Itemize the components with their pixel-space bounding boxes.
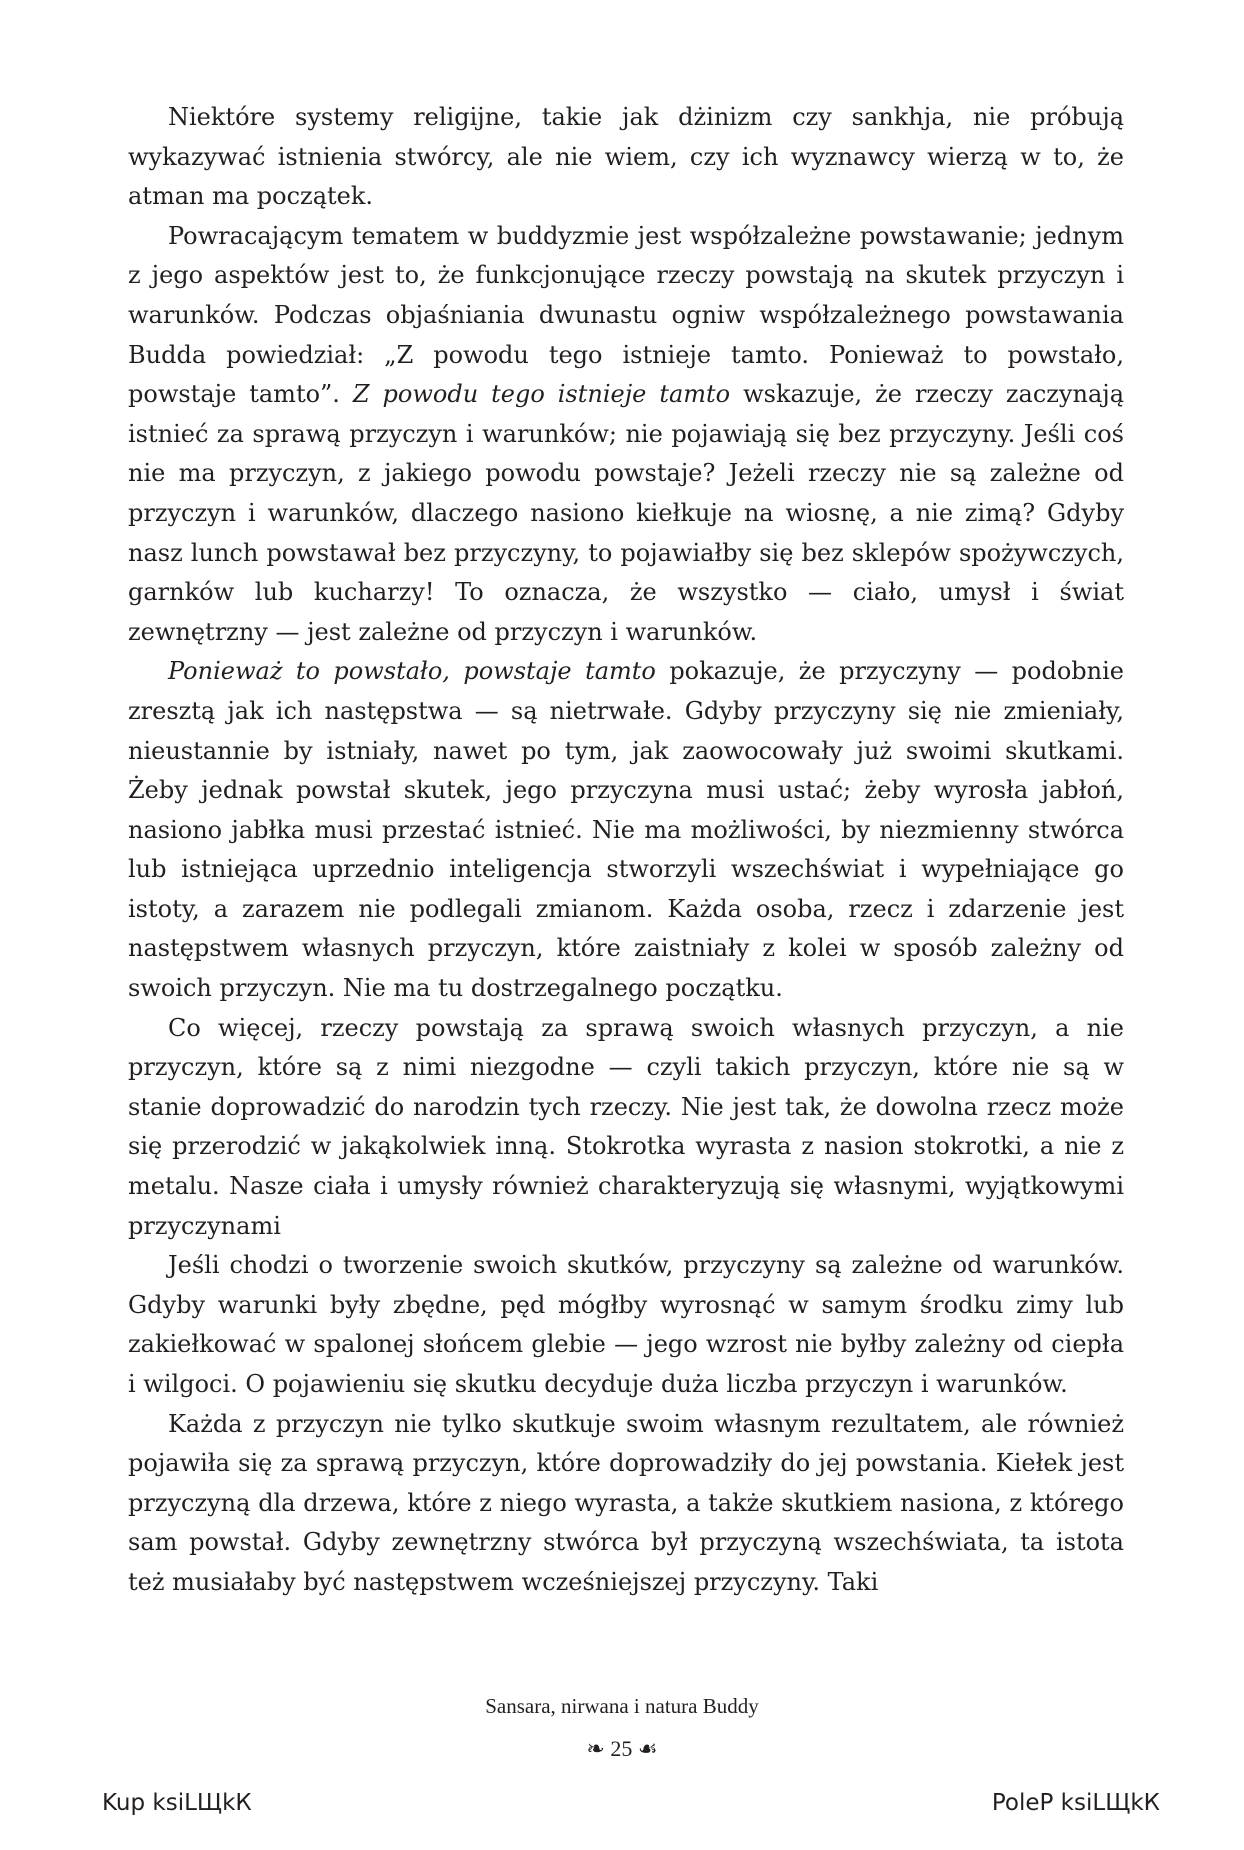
text-run: Powracającym tematem w buddyzmie jest współzależne powstawanie; jednym z jego aspektów jest to, że funkcjonujące rzeczy powstają na skutek przyczyn i warunków. Podczas objaśniania dwunastu ogniw współzależnego powstawania Budda powiedział: „Z powodu tego istnieje tamto. Ponieważ to powstało, powstaje tamto”. [128,221,1124,409]
body-paragraph [128,652,1124,1008]
text-run: Niektóre systemy religijne, takie jak dżinizm czy sankhja, nie próbują wykazywać istnienia stwórcy, ale nie wiem, czy ich wyznawcy wierzą w to, że atman ma początek. [128,103,1124,211]
page-number: 25 [610,1736,633,1761]
text-run: wskazuje, że rzeczy zaczynają istnieć za sprawą przyczyn i warunków; nie pojawiają się bez przyczyny. Jeśli coś nie ma przyczyn, z jakiego powodu powstaje? Jeżeli rzeczy nie są zależne od przyczyn i warunków, dlaczego nasiono kiełkuje na wiosnę, a nie zimą? Gdyby nasz lunch powstawał bez przyczyny, to pojawiałby się bez sklepów spożywczych, garnków lub kucharzy! To oznacza, że wszystko — ciało, umysł i świat zewnętrzny — jest zależne od przyczyn i warunków. [128,380,1124,646]
recommend-book-link[interactable]: PoleР ksiLЩkК [991,1790,1160,1816]
page-body-text [128,98,1124,1603]
body-paragraph [128,1009,1124,1247]
text-run: Co więcej, rzeczy powstają za sprawą swoich własnych przyczyn, a nie przyczyn, które są z nimi niezgodne — czyli takich przyczyn, które nie są w stanie doprowadzić do narodzin tych rzeczy. Nie jest tak, że dowolna rzecz może się przerodzić w jakąkolwiek inną. Stokrotka wyrasta z nasion stokrotki, a nie z metalu. Nasze ciała i umysły również charakteryzują się własnymi, wyjątkowymi przyczynami [128,1013,1124,1240]
buy-book-link[interactable]: Kup ksiLЩkК [102,1790,252,1816]
italic-phrase: Ponieważ to powstało, powstaje tamto [168,657,656,686]
body-paragraph [128,217,1124,653]
page-number-row [0,1736,1244,1762]
body-paragraph [128,98,1124,217]
running-footer-title: Sansara, nirwana i natura Buddy [485,1694,759,1718]
text-run: Jeśli chodzi o tworzenie swoich skutków, przyczyny są zależne od warunków. Gdyby warunki były zbędne, pęd mógłby wyrosnąć w samym środku zimy lub zakiełkować w spalonej słońcem glebie — jego wzrost nie byłby zależny od ciepła i wilgoci. O pojawieniu się skutku decyduje duża liczba przyczyn i warunków. [128,1251,1124,1398]
body-paragraph [128,1405,1124,1603]
text-run: Każda z przyczyn nie tylko skutkuje swoim własnym rezultatem, ale również pojawiła się za sprawą przyczyn, które doprowadziły do jej powstania. Kiełek jest przyczyną dla drzewa, które z niego wyrasta, a także skutkiem nasiona, z którego sam powstał. Gdyby zewnętrzny stwórca był przyczyną wszechświata, ta istota też musiałaby być następstwem wcześniejszej przyczyny. Taki [128,1409,1124,1596]
leaf-ornament-left-icon: ❧ [586,1736,605,1761]
text-run: pokazuje, że przyczyny — podobnie zresztą jak ich następstwa — są nietrwałe. Gdyby przyczyny się nie zmieniały, nieustannie by istniały, nawet po tym, jak zaowocowały już swoimi skutkami. Żeby jednak powstał skutek, jego przyczyna musi ustać; żeby wyrosła jabłoń, nasiono jabłka musi przestać istnieć. Nie ma możliwości, by niezmienny stwórca lub istniejąca uprzednio inteligencja stworzyli wszechświat i wypełniające go istoty, a zarazem nie podlegali zmianom. Każda osoba, rzecz i zdarzenie jest następstwem własnych przyczyn, które zaistniały z kolei w sposób zależny od swoich przyczyn. Nie ma tu dostrzegalnego początku. [128,657,1124,1003]
body-paragraph [128,1246,1124,1404]
italic-phrase: Z powodu tego istnieje tamto [352,380,731,409]
leaf-ornament-right-icon: ☙ [637,1736,658,1761]
